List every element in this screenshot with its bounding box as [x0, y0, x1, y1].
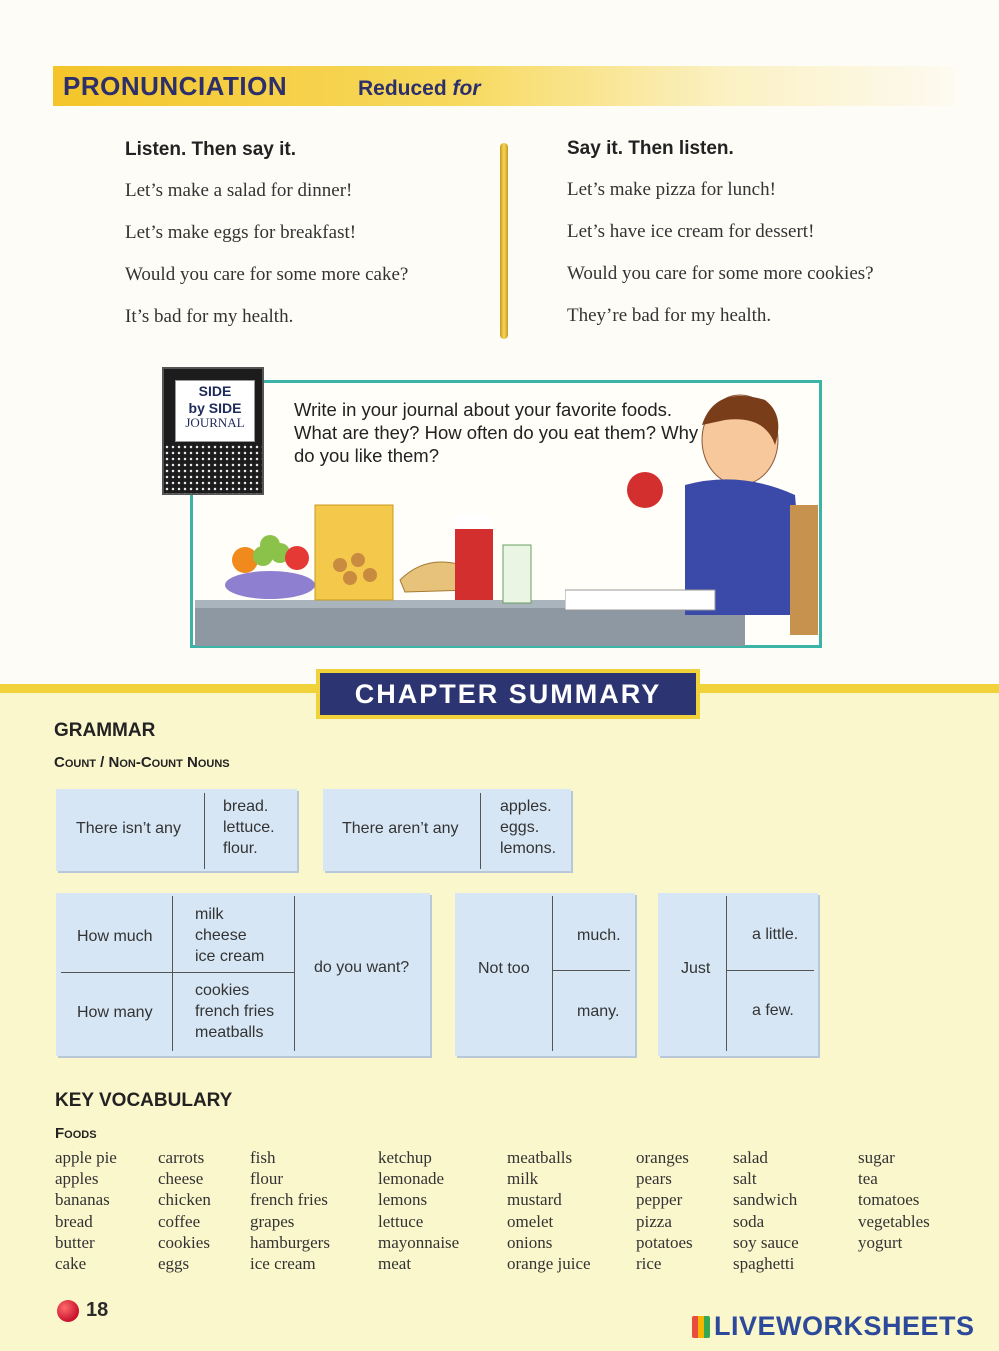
noun: lemons.	[500, 840, 557, 857]
vocab-word: soda	[733, 1211, 765, 1231]
vocab-word: soy sauce	[733, 1232, 799, 1252]
vocab-word: yogurt	[858, 1232, 903, 1252]
logo-by-side: by SIDE	[188, 400, 242, 416]
notebook-cover-pattern	[164, 444, 262, 494]
noun: french fries	[195, 1003, 275, 1020]
vocab-column	[733, 1147, 799, 1274]
a-little: a little.	[752, 926, 799, 943]
food-illustration	[215, 490, 545, 610]
vocab-word: omelet	[507, 1211, 554, 1231]
vocab-word: flour	[250, 1169, 284, 1189]
logo-side: SIDE	[198, 383, 232, 399]
vocab-word: eggs	[158, 1254, 190, 1274]
logo-journal: JOURNAL	[185, 415, 245, 430]
vocab-column	[507, 1147, 591, 1274]
grammar-box-isnt	[56, 789, 297, 871]
vocab-word: meatballs	[507, 1148, 573, 1167]
noun: flour.	[223, 840, 258, 857]
vocab-word: rice	[636, 1254, 662, 1274]
sentence: Let’s make pizza for lunch!	[567, 179, 776, 200]
phrase: Not too	[478, 960, 530, 977]
vocab-word: pizza	[636, 1211, 672, 1231]
phrase: There aren’t any	[342, 820, 459, 837]
vocab-word: lettuce	[378, 1211, 424, 1231]
page-marker-icon	[57, 1300, 79, 1322]
journal-prompt: Write in your journal about your favorite foods. What are they? How often do you eat them? Why do you like them?	[294, 399, 699, 466]
vocab-word: fish	[250, 1148, 276, 1167]
sentence: They’re bad for my health.	[567, 305, 772, 326]
pronunciation-subtitle	[358, 77, 481, 101]
vocab-word: spaghetti	[733, 1254, 795, 1274]
count-noncount-heading: Count / Non-Count Nouns	[54, 754, 230, 771]
grammar-box-not-too	[455, 893, 635, 1056]
page-number: 18	[86, 1299, 109, 1321]
sentence: It’s bad for my health.	[125, 306, 294, 327]
vocab-word: oranges	[636, 1148, 689, 1167]
vocab-word: pears	[636, 1169, 672, 1189]
vocab-word: hamburgers	[250, 1232, 330, 1252]
phrase: There isn’t any	[76, 820, 181, 837]
divider	[480, 793, 481, 869]
journal-logo	[175, 380, 255, 442]
vocab-word: mustard	[507, 1190, 562, 1210]
divider	[726, 896, 727, 1051]
vocab-word: chicken	[158, 1190, 211, 1210]
vocab-word: ketchup	[378, 1148, 432, 1167]
sentence: Let’s have ice cream for dessert!	[567, 221, 815, 242]
vocab-word: apples	[55, 1169, 99, 1189]
vocab-word: milk	[507, 1169, 539, 1189]
vocab-column	[158, 1147, 211, 1274]
vocab-word: tea	[858, 1169, 878, 1189]
say-heading: Say it. Then listen.	[567, 138, 734, 159]
divider	[172, 896, 173, 1051]
vocab-word: potatoes	[636, 1232, 693, 1252]
vocab-word: ice cream	[250, 1254, 316, 1274]
divider	[552, 896, 553, 1051]
vocab-column	[636, 1147, 693, 1274]
noun: ice cream	[195, 948, 265, 965]
vocab-word: meat	[378, 1254, 412, 1274]
chapter-summary-banner: CHAPTER SUMMARY	[316, 669, 700, 719]
sentence: Would you care for some more cookies?	[567, 263, 874, 284]
grammar-box-just	[658, 893, 818, 1056]
noun: meatballs	[195, 1024, 264, 1041]
liveworksheets-watermark[interactable]	[692, 1311, 975, 1342]
journal-notebook-icon	[162, 367, 264, 495]
divider	[552, 970, 630, 971]
vocab-word: cake	[55, 1254, 87, 1274]
grammar-heading: GRAMMAR	[54, 720, 156, 741]
noun: cheese	[195, 927, 247, 944]
key-vocabulary-heading: KEY VOCABULARY	[55, 1090, 233, 1111]
vocab-word: bananas	[55, 1190, 110, 1210]
listen-heading: Listen. Then say it.	[125, 139, 297, 160]
sentence: Let’s make a salad for dinner!	[125, 180, 353, 201]
vocab-word: sandwich	[733, 1190, 798, 1210]
vocab-column	[378, 1147, 459, 1274]
divider	[726, 970, 814, 971]
vocab-column	[858, 1147, 930, 1253]
grammar-box-how	[56, 893, 430, 1056]
subtitle-text: Reduced	[358, 77, 447, 100]
vocab-word: salt	[733, 1169, 757, 1189]
vocab-word: bread	[55, 1211, 93, 1231]
phrase: Just	[681, 960, 711, 977]
watermark-text: LIVEWORKSHEETS	[714, 1311, 975, 1341]
noun: eggs.	[500, 819, 540, 836]
vocab-word: sugar	[858, 1148, 895, 1167]
vocab-word: carrots	[158, 1148, 205, 1167]
noun: cookies	[195, 982, 250, 999]
subtitle-word: for	[452, 77, 481, 100]
sentence: Would you care for some more cake?	[125, 264, 409, 285]
vocab-word: coffee	[158, 1211, 201, 1231]
pronunciation-banner	[53, 66, 953, 106]
vocab-word: tomatoes	[858, 1190, 920, 1210]
column-divider	[500, 143, 508, 339]
vocab-word: butter	[55, 1232, 95, 1252]
noun: milk	[195, 906, 224, 923]
how-much: How much	[77, 928, 153, 945]
vocab-word: grapes	[250, 1211, 295, 1231]
noun: apples.	[500, 798, 552, 815]
vocab-word: cheese	[158, 1169, 204, 1189]
vocab-word: vegetables	[858, 1211, 930, 1231]
grammar-box-arent	[323, 789, 571, 871]
vocab-word: lemonade	[378, 1169, 445, 1189]
sentence: Let’s make eggs for breakfast!	[125, 222, 357, 243]
divider	[204, 793, 205, 869]
noun: bread.	[223, 798, 269, 815]
vocab-word: mayonnaise	[378, 1232, 460, 1252]
vocab-word: cookies	[158, 1232, 210, 1252]
how-many: How many	[77, 1004, 153, 1021]
vocab-word: pepper	[636, 1190, 683, 1210]
vocab-word: onions	[507, 1232, 553, 1252]
vocab-column	[55, 1147, 117, 1274]
listen-column	[125, 139, 408, 348]
noun: lettuce.	[223, 819, 275, 836]
a-few: a few.	[752, 1002, 794, 1019]
do-you-want: do you want?	[314, 959, 410, 976]
vocab-word: orange juice	[507, 1254, 591, 1274]
vocab-word: salad	[733, 1148, 768, 1167]
say-column	[567, 138, 874, 347]
foods-heading: Foods	[55, 1125, 97, 1142]
vocab-word: apple pie	[55, 1148, 117, 1167]
divider	[294, 896, 295, 1051]
liveworksheets-logo-icon	[692, 1316, 710, 1338]
vocab-word: lemons	[378, 1190, 428, 1210]
vocab-word: french fries	[250, 1190, 328, 1210]
much-word: much.	[577, 927, 621, 944]
divider	[61, 972, 294, 973]
pronunciation-title: PRONUNCIATION	[63, 71, 288, 101]
many-word: many.	[577, 1003, 620, 1020]
vocab-column	[250, 1147, 330, 1274]
